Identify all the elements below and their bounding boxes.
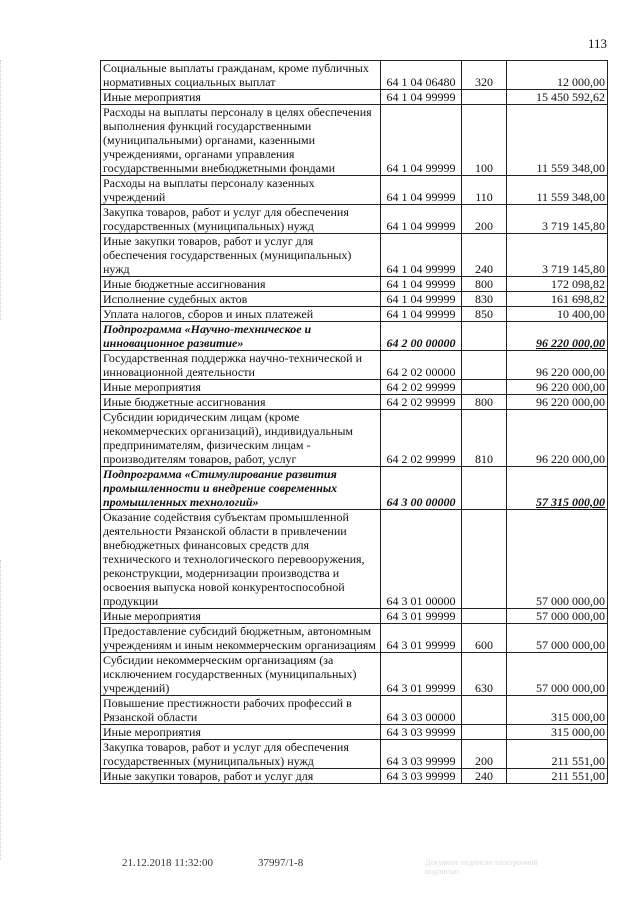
row-type-cell: 850 <box>462 307 507 322</box>
table-row <box>101 292 608 307</box>
table-row <box>101 90 608 105</box>
row-sum-cell: 57 000 000,00 <box>507 510 608 609</box>
row-sum-cell: 96 220 000,00 <box>507 395 608 410</box>
row-type-cell: 800 <box>462 277 507 292</box>
row-name-cell: Исполнение судебных актов <box>101 292 381 307</box>
row-sum-cell: 57 315 000,00 <box>507 467 608 510</box>
row-name-cell: Иные бюджетные ассигнования <box>101 395 381 410</box>
row-code-cell: 64 3 01 00000 <box>381 510 462 609</box>
row-type-cell <box>462 510 507 609</box>
budget-table <box>100 60 608 784</box>
row-code-cell: 64 1 04 99999 <box>381 90 462 105</box>
row-code-cell: 64 2 02 00000 <box>381 351 462 380</box>
row-sum-cell: 96 220 000,00 <box>507 351 608 380</box>
table-row <box>101 769 608 784</box>
row-name-cell: Иные мероприятия <box>101 609 381 624</box>
scan-edge-artifact <box>0 560 7 860</box>
table-row <box>101 395 608 410</box>
row-type-cell: 110 <box>462 176 507 205</box>
row-sum-cell: 315 000,00 <box>507 696 608 725</box>
row-name-cell: Иные мероприятия <box>101 725 381 740</box>
row-name-cell: Подпрограмма «Научно-техническое и инновационное развитие» <box>101 322 381 351</box>
row-code-cell: 64 2 02 99999 <box>381 410 462 467</box>
table-row <box>101 380 608 395</box>
row-sum-cell: 172 098,82 <box>507 277 608 292</box>
table-row <box>101 740 608 769</box>
table-row <box>101 61 608 90</box>
row-code-cell: 64 2 02 99999 <box>381 380 462 395</box>
row-sum-cell: 10 400,00 <box>507 307 608 322</box>
table-row <box>101 105 608 176</box>
row-type-cell: 100 <box>462 105 507 176</box>
row-type-cell <box>462 90 507 105</box>
row-type-cell: 200 <box>462 740 507 769</box>
table-row <box>101 277 608 292</box>
table-row <box>101 322 608 351</box>
row-type-cell <box>462 380 507 395</box>
table-row <box>101 510 608 609</box>
row-sum-cell: 315 000,00 <box>507 725 608 740</box>
row-type-cell: 240 <box>462 234 507 277</box>
row-code-cell: 64 3 03 99999 <box>381 725 462 740</box>
table-row <box>101 696 608 725</box>
row-name-cell: Государственная поддержка научно-технической и инновационной деятельности <box>101 351 381 380</box>
row-code-cell: 64 1 04 99999 <box>381 205 462 234</box>
row-type-cell <box>462 351 507 380</box>
row-name-cell: Социальные выплаты гражданам, кроме публичных нормативных социальных выплат <box>101 61 381 90</box>
row-type-cell <box>462 725 507 740</box>
row-type-cell <box>462 696 507 725</box>
table-row <box>101 351 608 380</box>
row-code-cell: 64 3 03 00000 <box>381 696 462 725</box>
row-name-cell: Иные мероприятия <box>101 380 381 395</box>
row-sum-cell: 11 559 348,00 <box>507 105 608 176</box>
row-type-cell: 320 <box>462 61 507 90</box>
row-name-cell: Оказание содействия субъектам промышленной деятельности Рязанской области в привлечении внебюджетных финансовых средств для технического и технологического перевооружения, реконструкции, модернизации производства и освоения выпуска новой конкурентоспособной продукции <box>101 510 381 609</box>
row-sum-cell: 211 551,00 <box>507 769 608 784</box>
table-row <box>101 410 608 467</box>
table-row <box>101 725 608 740</box>
row-code-cell: 64 1 04 99999 <box>381 277 462 292</box>
row-type-cell: 240 <box>462 769 507 784</box>
row-sum-cell: 12 000,00 <box>507 61 608 90</box>
row-code-cell: 64 1 04 99999 <box>381 105 462 176</box>
row-type-cell: 800 <box>462 395 507 410</box>
row-name-cell: Закупка товаров, работ и услуг для обеспечения государственных (муниципальных) нужд <box>101 205 381 234</box>
stamp-line: подписью <box>425 867 459 876</box>
row-code-cell: 64 1 04 99999 <box>381 292 462 307</box>
table-row <box>101 624 608 653</box>
scan-edge-artifact <box>0 60 7 320</box>
row-name-cell: Иные закупки товаров, работ и услуг для <box>101 769 381 784</box>
row-code-cell: 64 3 03 99999 <box>381 769 462 784</box>
page-number: 113 <box>588 36 608 51</box>
row-name-cell: Субсидии некоммерческим организациям (за исключением государственных (муниципальных) учреждений) <box>101 653 381 696</box>
row-sum-cell: 96 220 000,00 <box>507 410 608 467</box>
row-type-cell <box>462 467 507 510</box>
row-code-cell: 64 2 00 00000 <box>381 322 462 351</box>
table-row <box>101 609 608 624</box>
row-code-cell: 64 3 01 99999 <box>381 624 462 653</box>
row-code-cell: 64 1 04 06480 <box>381 61 462 90</box>
table-row <box>101 307 608 322</box>
row-name-cell: Подпрограмма «Стимулирование развития промышленности и внедрение современных промышленных технологий» <box>101 467 381 510</box>
table-row <box>101 467 608 510</box>
row-code-cell: 64 3 03 99999 <box>381 740 462 769</box>
row-code-cell: 64 3 01 99999 <box>381 653 462 696</box>
row-sum-cell: 161 698,82 <box>507 292 608 307</box>
signature-stamp <box>425 858 560 876</box>
row-sum-cell: 3 719 145,80 <box>507 234 608 277</box>
row-code-cell: 64 2 02 99999 <box>381 395 462 410</box>
row-type-cell <box>462 322 507 351</box>
row-sum-cell: 96 220 000,00 <box>507 322 608 351</box>
row-sum-cell: 11 559 348,00 <box>507 176 608 205</box>
table-row <box>101 176 608 205</box>
row-type-cell: 600 <box>462 624 507 653</box>
row-type-cell: 810 <box>462 410 507 467</box>
table-row <box>101 234 608 277</box>
row-sum-cell: 57 000 000,00 <box>507 624 608 653</box>
row-name-cell: Уплата налогов, сборов и иных платежей <box>101 307 381 322</box>
row-code-cell: 64 1 04 99999 <box>381 307 462 322</box>
row-name-cell: Предоставление субсидий бюджетным, автономным учреждениям и иным некоммерческим организациям <box>101 624 381 653</box>
row-name-cell: Расходы на выплаты персоналу казенных учреждений <box>101 176 381 205</box>
row-code-cell: 64 1 04 99999 <box>381 176 462 205</box>
row-type-cell: 830 <box>462 292 507 307</box>
row-sum-cell: 57 000 000,00 <box>507 653 608 696</box>
table-row <box>101 205 608 234</box>
row-name-cell: Повышение престижности рабочих профессий в Рязанской области <box>101 696 381 725</box>
footer-document-id: 37997/1-8 <box>258 857 304 869</box>
row-name-cell: Иные бюджетные ассигнования <box>101 277 381 292</box>
row-name-cell: Закупка товаров, работ и услуг для обеспечения государственных (муниципальных) нужд <box>101 740 381 769</box>
row-name-cell: Иные закупки товаров, работ и услуг для обеспечения государственных (муниципальных) нужд <box>101 234 381 277</box>
row-code-cell: 64 3 00 00000 <box>381 467 462 510</box>
row-sum-cell: 3 719 145,80 <box>507 205 608 234</box>
stamp-line: Документ подписан электронной <box>425 858 538 867</box>
row-sum-cell: 211 551,00 <box>507 740 608 769</box>
row-type-cell: 200 <box>462 205 507 234</box>
row-name-cell: Расходы на выплаты персоналу в целях обеспечения выполнения функций государственными (муниципальными) органами, казенными учреждениями, органами управления государственными внебюджетными фондами <box>101 105 381 176</box>
row-code-cell: 64 3 01 99999 <box>381 609 462 624</box>
row-sum-cell: 96 220 000,00 <box>507 380 608 395</box>
row-sum-cell: 57 000 000,00 <box>507 609 608 624</box>
row-sum-cell: 15 450 592,62 <box>507 90 608 105</box>
row-name-cell: Субсидии юридическим лицам (кроме некоммерческих организаций), индивидуальным предпринимателям, физическим лицам - производителям товаров, работ, услуг <box>101 410 381 467</box>
row-type-cell: 630 <box>462 653 507 696</box>
row-code-cell: 64 1 04 99999 <box>381 234 462 277</box>
table-row <box>101 653 608 696</box>
row-name-cell: Иные мероприятия <box>101 90 381 105</box>
footer-timestamp: 21.12.2018 11:32:00 <box>122 857 213 869</box>
row-type-cell <box>462 609 507 624</box>
